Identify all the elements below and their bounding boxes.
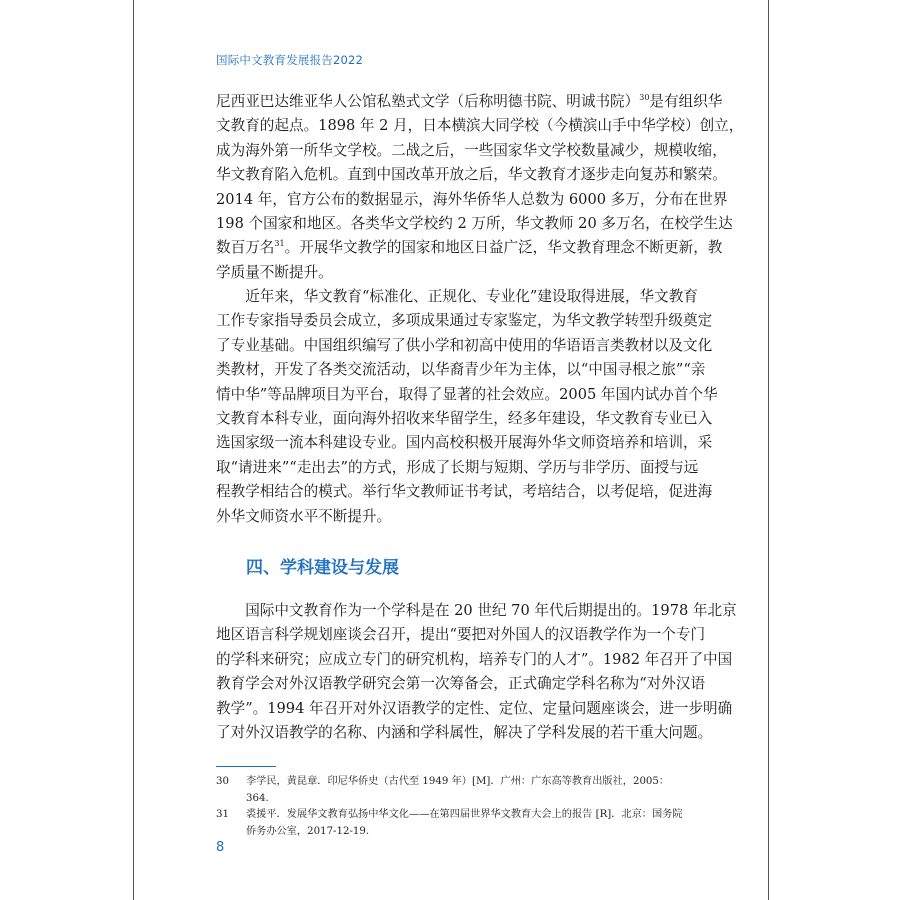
paragraph-1 bbox=[216, 90, 744, 285]
text-line: 教学”。1994 年召开对外汉语教学的定性、定位、定量问题座谈会，进一步明确 bbox=[216, 699, 733, 717]
footnote-number: 31 bbox=[216, 809, 229, 820]
text-line: 成为海外第一所华文学校。二战之后，一些国家华文学校数量减少，规模收缩， bbox=[216, 141, 727, 159]
text-line: 选国家级一流本科建设专业。国内高校积极开展海外华文师资培养和培训，采 bbox=[216, 434, 713, 452]
text-line: 情中华”等品牌项目为平台，取得了显著的社会效应。2005 年国内试办首个华 bbox=[216, 385, 718, 403]
text-line: 工作专家指导委员会成立，多项成果通过专家鉴定，为华文教学转型升级奠定 bbox=[216, 312, 713, 330]
paragraph-3 bbox=[216, 599, 737, 745]
text-line: 2014 年，官方公布的数据显示，海外华侨华人总数为 6000 多万，分布在世界 bbox=[216, 190, 728, 208]
text-line: 国际中文教育作为一个学科是在 20 世纪 70 年代后期提出的。1978 年北京 bbox=[216, 602, 737, 619]
text-line: 198 个国家和地区。各类华文学校约 2 万所，华文教师 20 多万名，在校学生达 bbox=[216, 215, 733, 233]
footnote-item bbox=[216, 807, 686, 840]
paragraph-2 bbox=[216, 285, 718, 529]
text-line: 学质量不断提升。 bbox=[216, 263, 333, 281]
footnote-ref-30[interactable]: 30 bbox=[639, 93, 650, 103]
footnotes bbox=[216, 774, 686, 840]
text-line: 文教育本科专业，面向海外招收来华留学生，经多年建设，华文教育专业已入 bbox=[216, 410, 713, 428]
text-line: 地区语言科学规划座谈会召开，提出“要把对外国人的汉语教学作为一个专门 bbox=[216, 626, 706, 644]
footnote-number: 30 bbox=[216, 776, 229, 787]
footnote-item bbox=[216, 774, 686, 807]
text-line: 数百万名$^{31}$。开展华文教学的国家和地区日益广泛，华文教育理念不断更新，教 bbox=[216, 239, 723, 257]
text-line: 类教材，开发了各类交流活动，以华裔青少年为主体，以“中国寻根之旅”“亲 bbox=[216, 361, 706, 379]
footnote-ref-31[interactable]: 31 bbox=[274, 239, 285, 249]
page-number: 8 bbox=[216, 840, 225, 855]
footnote-text: 裘援平．发展华文教育弘扬中华文化——在第四届世界华文教育大会上的报告 [R]．北京：国务院侨务办公室，2017-12-19. bbox=[246, 809, 683, 837]
text-line: 文教育的起点。1898 年 2 月，日本横滨大同学校（今横滨山手中华学校）创立， bbox=[216, 117, 744, 135]
text-line: 近年来，华文教育“标准化、正规化、专业化”建设取得进展，华文教育 bbox=[216, 288, 698, 305]
footnote-text: 李学民，黄昆章．印尼华侨史（古代至 1949 年）[M]．广州：广东高等教育出版社，2005：364. bbox=[246, 776, 670, 804]
text-line: 取“请进来”“走出去”的方式，形成了长期与短期、学历与非学历、面授与远 bbox=[216, 458, 699, 476]
text-line: 尼西亚巴达维亚华人公馆私塾式文学（后称明德书院、明诚书院）$^{30}$是有组织华 bbox=[216, 93, 723, 110]
text-line: 教育学会对外汉语教学研究会第一次筹备会，正式确定学科名称为“对外汉语 bbox=[216, 675, 706, 693]
text-line: 的学科来研究；应成立专门的研究机构，培养专门的人才”。1982 年召开了中国 bbox=[216, 650, 733, 668]
text-line: 外华文师资水平不断提升。 bbox=[216, 507, 392, 525]
footnote-divider bbox=[216, 766, 276, 767]
text-line: 华文教育陷入危机。直到中国改革开放之后，华文教育才逐步走向复苏和繁荣。 bbox=[216, 166, 727, 184]
text-line: 了专业基础。中国组织编写了供小学和初高中使用的华语语言类教材以及文化 bbox=[216, 336, 713, 354]
text-line: 了对外汉语教学的名称、内涵和学科属性，解决了学科发展的若干重大问题。 bbox=[216, 724, 713, 742]
section-heading: 四、学科建设与发展 bbox=[246, 558, 399, 578]
running-header: 国际中文教育发展报告2022 bbox=[216, 53, 364, 67]
text-line: 程教学相结合的模式。举行华文教师证书考试，考培结合，以考促培，促进海 bbox=[216, 483, 713, 501]
